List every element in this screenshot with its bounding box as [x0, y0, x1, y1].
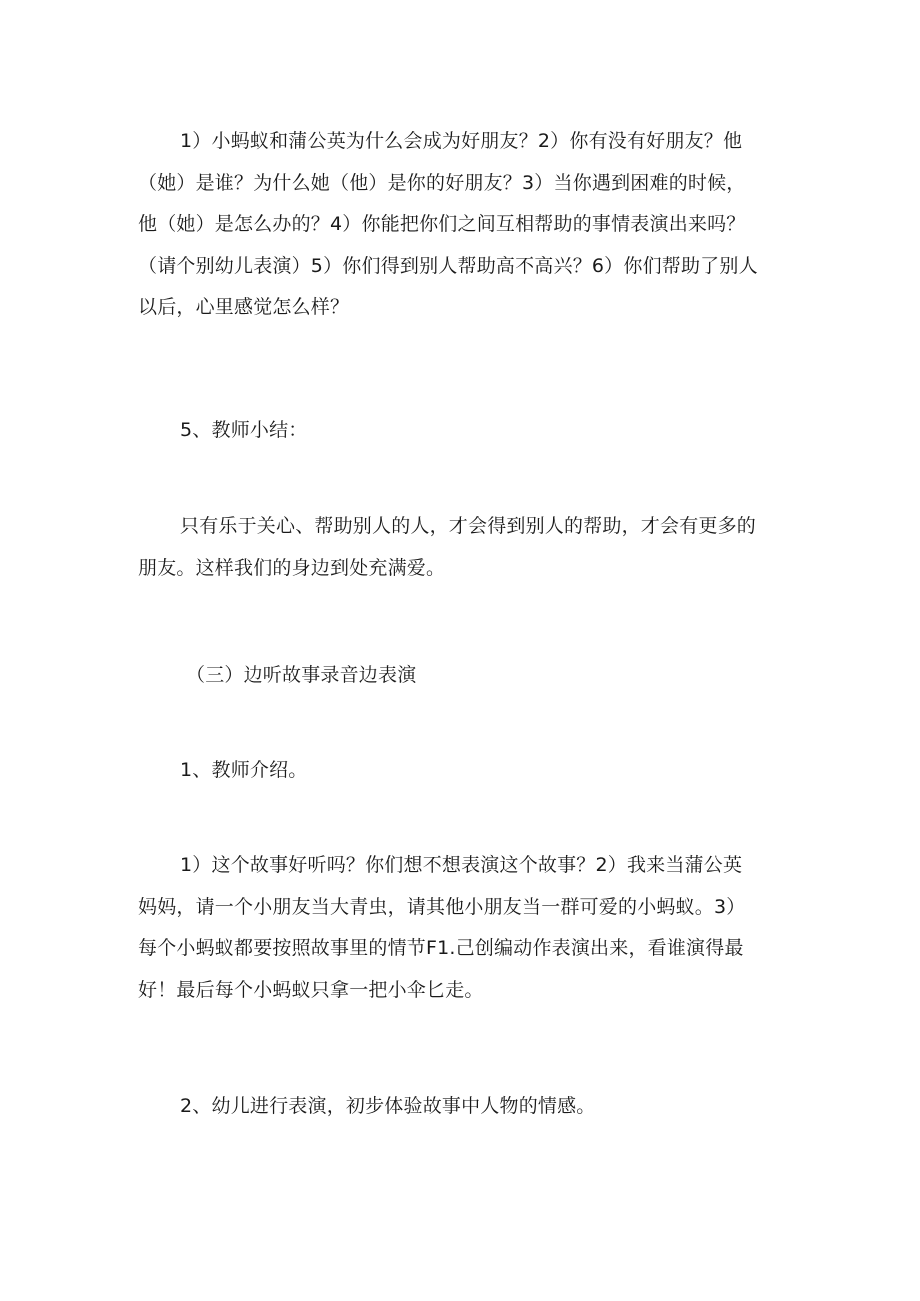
text-line: （三）边听故事录音边表演 [186, 664, 417, 686]
text-line: 1、教师介绍。 [180, 759, 308, 781]
text-line: 好！最后每个小蚂蚁只拿一把小伞匕走。 [138, 978, 484, 1001]
section-three-heading [138, 655, 788, 697]
text-line: 妈妈，请一个小朋友当大青虫，请其他小朋友当一群可爱的小蚂蚁。3） [138, 895, 746, 918]
text-line: 他（她）是怎么办的？4）你能把你们之间互相帮助的事情表演出来吗？ [138, 213, 746, 235]
text-line: 只有乐于关心、帮助别人的人，才会得到别人的帮助，才会有更多的 [180, 515, 757, 537]
text-line: 以后，心里感觉怎么样？ [138, 296, 350, 318]
teacher-intro-paragraph [138, 845, 788, 1011]
text-line: 1）这个故事好听吗？你们想不想表演这个故事？2）我来当蒲公英 [180, 854, 743, 876]
text-line: 每个小蚂蚁都要按照故事里的情节F1.己创编动作表演出来，看谁演得最 [138, 937, 744, 959]
text-line: （她）是谁？为什么她（他）是你的好朋友？3）当你遇到困难的时候， [138, 171, 746, 194]
child-performance-paragraph [138, 1086, 788, 1128]
teacher-intro-heading [138, 750, 788, 792]
teacher-summary-paragraph [138, 506, 788, 589]
text-line: 1）小蚂蚁和蒲公英为什么会成为好朋友？2）你有没有好朋友？他 [180, 130, 743, 152]
text-line: 2、幼儿进行表演，初步体验故事中人物的情感。 [180, 1095, 596, 1117]
teacher-summary-heading [138, 410, 788, 452]
text-line: 朋友。这样我们的身边到处充满爱。 [138, 556, 446, 579]
text-line: 5、教师小结： [180, 419, 308, 441]
text-line: （请个别幼儿表演）5）你们得到别人帮助高不高兴？6）你们帮助了别人 [138, 254, 758, 277]
questions-paragraph [138, 121, 788, 329]
